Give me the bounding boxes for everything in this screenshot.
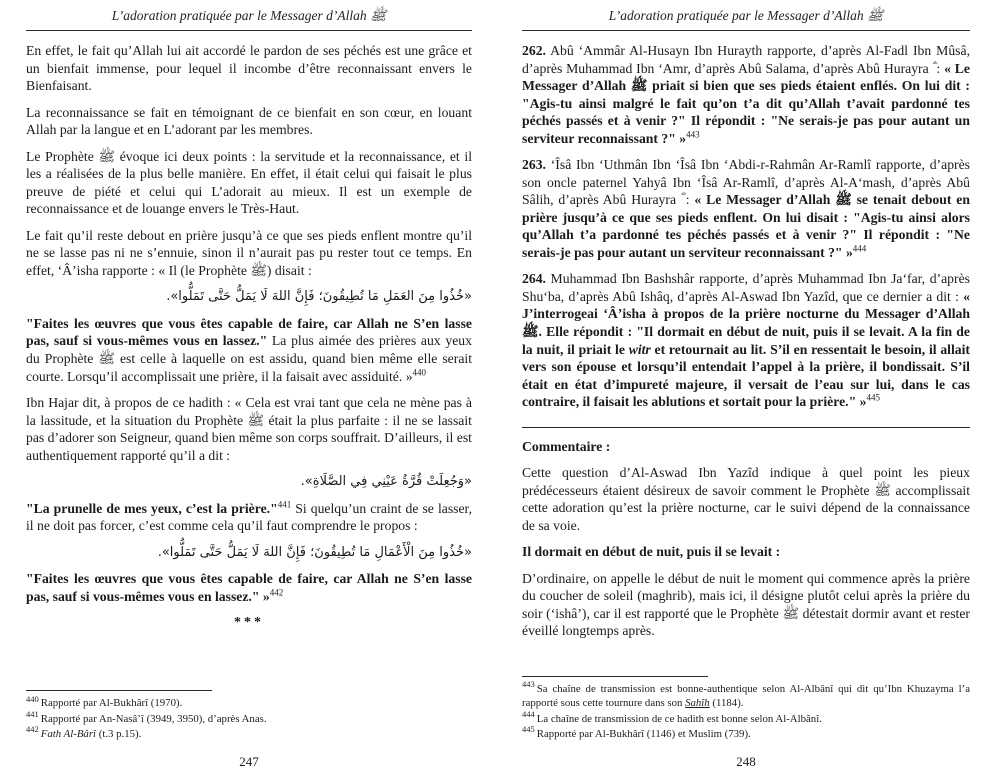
text-run: et retournait au lit. S’il en ressentait le besoin, il allait vers son épouse et lorsqu’il entendait l’appel à la prière, il bondissait. S’il était en état d’impureté majeure, il versait de l’eau sur lui, dans le cas contraire, il faisait les ablutions et sortait pour la prière." » xyxy=(522,341,970,410)
footnote xyxy=(522,679,970,711)
text-run: « J’interrogeai ‘Â’isha à propos de la prière nocturne du Messager d’Allah ﷺ. Elle répondit : "Il dormait en début de nuit, puis il se levait. A la fin de la nuit, il priait le xyxy=(522,288,970,357)
text-run: D’ordinaire, on appelle le début de nuit le moment qui commence après la prière du coucher de soleil (maghrib), mais ici, il désigne plutôt celui après la prière du soir (‘ishâ’), car il est rapporté que le Prophète ﷺ détestait dormir avant et rester éveillé longtemps après. xyxy=(522,570,970,639)
paragraph xyxy=(26,104,472,139)
running-header xyxy=(26,0,472,31)
text-run: Le fait qu’il reste debout en prière jusqu’à ce que ses pieds enflent montre qu’il ne se lasse pas ni ne s’ennuie, sinon il n’aurait pas pu rester tout ce temps. En effet, ‘Â’isha rapporte : « Il (le Prophète ﷺ) disait : xyxy=(26,227,472,278)
text-run: Abû ‘Ammâr Al-Husayn Ibn Hurayth rapporte, d’après Al-Fadl Ibn Mûsâ, d’après Muhammad Ibn ‘Amr, d’après Abû Salama, d’après Abû Hurayra ؓ : xyxy=(522,43,970,76)
footnote xyxy=(26,724,472,741)
text-run: Ibn Hajar dit, à propos de ce hadith : « Cela est vrai tant que cela ne mène pas à la lassitude, et la situation du Prophète ﷺ était la plus parfaite : il ne se lassait pas d’adorer son Seigneur, quand bien même son corps souffrait. D’ailleurs, il est authentiquement rapporté qu’il a dit : xyxy=(26,395,472,463)
arabic-quote: «وَجُعِلَتْ قُرَّةُ عَيْنِي فِي الصَّلَاةِ». xyxy=(300,474,472,490)
arabic-quote: «خُذُوا مِنَ العَمَلِ مَا تُطِيقُونَ؛ فَإِنَّ اللهَ لَا يَمَلُّ حَتَّى تَمَلُّوا». xyxy=(166,289,472,305)
text-run: La plus aimée des prières aux yeux du Prophète ﷺ est celle à laquelle on est assidu, quand bien même elle serait courte. Lorsqu’il accomplissait une prière, il la faisait avec assiduité. » xyxy=(26,333,472,384)
text-run: La chaîne de transmission de ce hadith est bonne selon Al-Albânî. xyxy=(536,712,822,725)
footnote xyxy=(522,724,970,741)
section-heading xyxy=(522,543,970,561)
paragraph xyxy=(26,570,472,605)
paragraph xyxy=(522,270,970,410)
footnote-number: 441 xyxy=(26,708,39,719)
page-number-left: 247 xyxy=(239,754,259,769)
text-run: Rapporté par An-Nasâ’î (3949, 3950), d’après Anas. xyxy=(40,712,267,725)
text-run: "La prunelle de mes yeux, c’est la prière." xyxy=(26,500,278,516)
text-run: « Le Messager d’Allah ﷺ priait si bien que ses pieds étaient enflés. On lui dit : "Agis-tu ainsi malgré le fait qu’on t’a dit qu’Allah t’avait pardonné tes péchés passés et à venir ?" Il répondit : "Ne serais-je pas pour autant un serviteur reconnaissant ?" » xyxy=(522,60,970,146)
text-run: Sahîh xyxy=(685,697,710,710)
paragraph xyxy=(26,42,472,95)
paragraph xyxy=(26,315,472,385)
footnote-ref: 444 xyxy=(852,243,867,254)
text-run: Commentaire : xyxy=(522,438,611,454)
text-run: ‘Îsâ Ibn ‘Uthmân Ibn ‘Îsâ Ibn ‘Abdi-r-Rahmân Ar-Ramlî rapporte, d’après son oncle paternel Yahyâ Ibn ‘Îsâ Ar-Ramlî, d’après Al-A‘mash, d’après Abû Sâlih, d’après Abû Hurayra ؓ : xyxy=(522,157,970,208)
paragraph xyxy=(522,464,970,534)
text-run: 262. xyxy=(522,43,546,58)
text-run: Rapporté par Al-Bukhârî (1146) et Muslim (739). xyxy=(536,727,751,740)
text-run: Si quelqu’un craint de se lasser, il ne doit pas forcer, c’est comme cela qu’il faut comprendre le propos : xyxy=(26,500,472,534)
text-run: Sa chaîne de transmission est bonne-authentique selon Al-Albânî qui dit qu’Ibn Khuzayma l’a rapporté sous cette tournure dans son xyxy=(522,683,970,710)
footnote-ref: 441 xyxy=(277,499,292,510)
page-footer-left xyxy=(26,688,472,774)
running-header-title: L’adoration pratiquée par le Messager d’Allah ﷺ xyxy=(111,8,387,23)
footnote-ref: 440 xyxy=(412,366,427,377)
section-heading xyxy=(522,438,970,456)
text-run: « Le Messager d’Allah ﷺ se tenait debout en prière jusqu’à ce que ses pieds enflent. On lui disait : "Agis-tu ainsi alors qu’Allah t’a pardonné tes péchés passés et à venir ?" Il répondit : "Ne serais-je pas pour autant un serviteur reconnaissant ?" » xyxy=(522,192,970,260)
footnote-number: 445 xyxy=(522,724,535,735)
footnote-separator xyxy=(522,676,708,677)
paragraph xyxy=(26,394,472,464)
footnote xyxy=(522,708,970,726)
paragraph xyxy=(522,570,970,640)
text-run: 264. xyxy=(522,271,546,287)
text-run: Le Prophète ﷺ évoque ici deux points : la servitude et la reconnaissance, et il les a réalisées de la plus belle manière. En effet, il était celui qui faisait le plus preuve de piété et celui qui L’adorait au mieux. Il est un exemple de reconnaissance et de louange envers le Très-Haut. xyxy=(26,148,472,217)
section-rule xyxy=(522,427,970,428)
page-body-left xyxy=(26,31,472,688)
paragraph xyxy=(522,42,970,147)
footnote xyxy=(26,693,472,710)
paragraph xyxy=(26,148,472,218)
text-run: La reconnaissance se fait en témoignant de ce bienfait en son cœur, en louant Allah par la langue et en L’adorant par les membres. xyxy=(26,104,472,138)
page-right xyxy=(500,0,1000,782)
footnote-ref: 442 xyxy=(269,587,284,598)
text-run: Il dormait en début de nuit, puis il se levait : xyxy=(522,544,781,560)
arabic-quote: «خُذُوا مِنَ الْأَعْمَالِ مَا تُطِيقُونَ؛ فَإِنَّ اللهَ لَا يَمَلُّ حَتَّى تَمَلُّوا». xyxy=(157,544,472,560)
text-run: (t.3 p.15). xyxy=(96,727,142,740)
footnotes-left xyxy=(26,693,472,741)
running-header-title: L’adoration pratiquée par le Messager d’Allah ﷺ xyxy=(608,8,884,23)
footnote-number: 444 xyxy=(522,708,535,719)
paragraph xyxy=(26,500,472,535)
footnote-separator xyxy=(26,690,212,691)
text-run: Rapporté par Al-Bukhârî (1970). xyxy=(40,697,183,710)
footnote xyxy=(26,708,472,726)
text-run: witr xyxy=(628,341,651,357)
text-run: Muhammad Ibn Bashshâr rapporte, d’après Muhammad Ibn Ja‘far, d’après Shu‘ba, d’après Abû Ishâq, d’après Al-Aswad Ibn Yazîd, que ce dernier a dit : xyxy=(522,271,970,304)
stars-divider: *** xyxy=(234,615,264,631)
footnotes-right xyxy=(522,679,970,741)
running-header xyxy=(522,0,970,31)
text-run: Cette question d’Al-Aswad Ibn Yazîd indique à quel point les pieux prédécesseurs étaient désireux de savoir comment le Prophète ﷺ accomplissait cette adoration qu’est la prière nocturne, car le suivi dépend de la connaissance de sa voie. xyxy=(522,465,970,533)
text-run: "Faites les œuvres que vous êtes capable de faire, car Allah ne S’en lasse pas, sauf si vous-mêmes vous en lassez." » xyxy=(26,571,472,604)
page-footer-right xyxy=(522,674,970,774)
paragraph xyxy=(522,156,970,261)
footnote-number: 440 xyxy=(26,693,39,704)
page-body-right xyxy=(522,31,970,674)
text-run: 263. xyxy=(522,157,546,173)
text-run: "Faites les œuvres que vous êtes capable de faire, car Allah ne S’en lasse pas, sauf si vous-mêmes vous en lassez." xyxy=(26,315,472,349)
text-run: En effet, le fait qu’Allah lui ait accordé le pardon de ses péchés est une grâce et un bienfait immense, pour lequel il incombe d’être reconnaissant envers le Bienfaisant. xyxy=(26,43,472,94)
text-run: (1184). xyxy=(709,697,744,710)
page-number-right: 248 xyxy=(736,754,756,769)
text-run: Fath Al-Bârî xyxy=(40,727,97,740)
footnote-ref: 443 xyxy=(686,129,700,140)
paragraph xyxy=(26,227,472,280)
footnote-number: 443 xyxy=(522,679,535,690)
footnote-ref: 445 xyxy=(866,392,880,403)
footnote-number: 442 xyxy=(26,724,39,735)
